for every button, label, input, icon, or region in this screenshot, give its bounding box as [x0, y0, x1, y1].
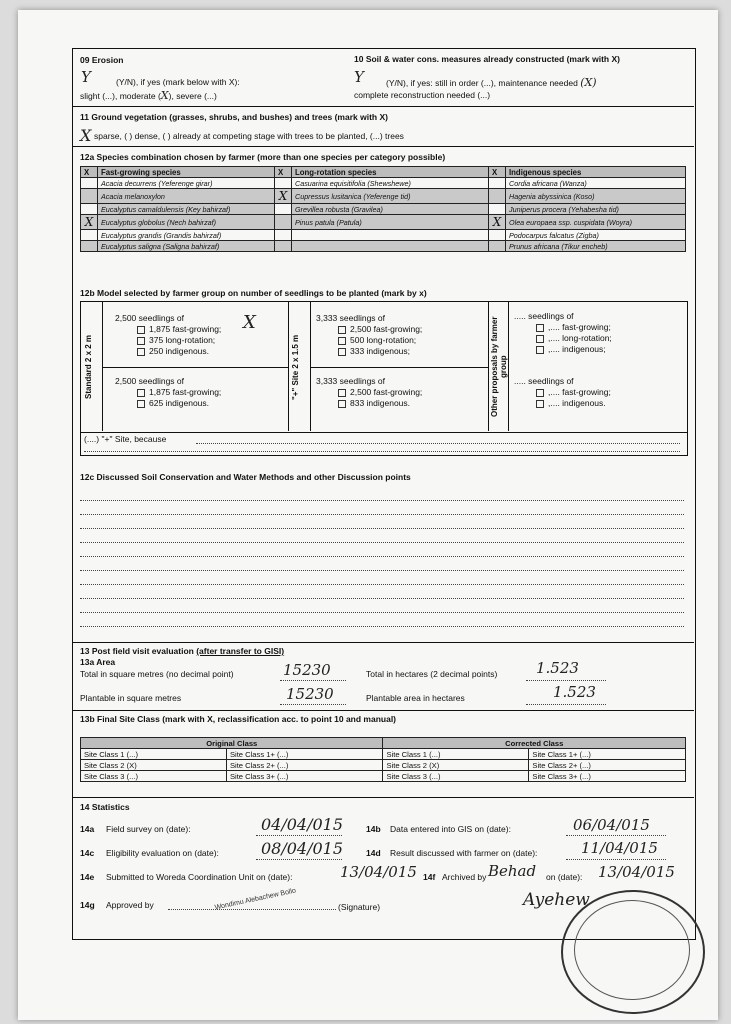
checkbox[interactable] — [137, 389, 145, 397]
std-b-block — [115, 376, 221, 409]
approver-name-stamp: Wondimu Alebachew Bollo — [214, 887, 297, 912]
erosion-line2 — [80, 90, 217, 102]
stat-14d-line — [566, 859, 666, 860]
stat-14b-value: 06/04/015 — [573, 816, 650, 834]
seedling-option-label: ,.... long-rotation; — [548, 333, 612, 343]
stat-14b-line — [566, 835, 666, 836]
divider — [310, 301, 311, 431]
divider — [72, 797, 694, 798]
fast-mark — [81, 230, 98, 241]
site-class-cell[interactable]: Site Class 3+ (...) — [529, 771, 686, 782]
seedling-option-label: 333 indigenous; — [350, 346, 411, 356]
stat-14c-text: Eligibility evaluation on (date): — [106, 848, 219, 858]
std-b-title: 2,500 seedlings of — [115, 376, 184, 386]
seedling-option-label: ,.... indigenous; — [548, 344, 606, 354]
divider — [72, 642, 694, 643]
fast-mark: X — [81, 215, 98, 230]
discussion-line[interactable] — [80, 612, 684, 613]
indig-mark — [489, 241, 506, 252]
fast-species: Eucalyptus saligna (Saligna bahirzaf) — [98, 241, 275, 252]
soil-water-title: 10 Soil & water cons. measures already constructed (mark with X) — [354, 54, 620, 64]
std-a-mark: X — [243, 312, 256, 333]
original-class-header: Original Class — [81, 738, 383, 749]
divider — [72, 106, 694, 107]
plant-ha-value: 1.523 — [553, 683, 596, 701]
std-a-title: 2,500 seedlings of — [115, 313, 184, 323]
species-row — [81, 204, 686, 215]
site-class-cell[interactable]: Site Class 2 (X) — [81, 760, 227, 771]
corrected-class-header: Corrected Class — [383, 738, 686, 749]
seedling-option — [536, 387, 611, 398]
fast-mark — [81, 178, 98, 189]
divider — [508, 301, 509, 431]
checkbox[interactable] — [536, 389, 544, 397]
indig-species: Olea europaea ssp. cuspidata (Woyra) — [506, 215, 686, 230]
site-class-cell[interactable]: Site Class 3+ (...) — [226, 771, 383, 782]
species-row — [81, 215, 686, 230]
other-a-title: ..... seedlings of — [514, 311, 574, 321]
indig-species: Prunus africana (Tikur encheb) — [506, 241, 686, 252]
stat-14d-value: 11/04/015 — [581, 839, 658, 857]
discussion-line[interactable] — [80, 626, 684, 627]
long-mark — [275, 230, 292, 241]
species-row — [81, 189, 686, 204]
seedling-option-label: 500 long-rotation; — [350, 335, 417, 345]
long-mark — [275, 241, 292, 252]
site-class-row — [81, 771, 686, 782]
stat-14c-line — [256, 859, 342, 860]
checkbox[interactable] — [137, 326, 145, 334]
site-a-block — [316, 313, 422, 357]
total-ha-value: 1.523 — [536, 659, 579, 677]
site-class-cell[interactable]: Site Class 3 (...) — [383, 771, 529, 782]
discussion-line[interactable] — [80, 528, 684, 529]
divider — [288, 301, 289, 431]
site-class-row — [81, 760, 686, 771]
checkbox[interactable] — [536, 346, 544, 354]
stat-14b-text: Data entered into GIS on (date): — [390, 824, 511, 834]
model-title: 12b Model selected by farmer group on number of seedlings to be planted (mark by x) — [80, 288, 427, 298]
area-title: 13a Area — [80, 657, 116, 667]
long-species: Cupressus lusitanica (Yeferenge tid) — [292, 189, 489, 204]
stats-title: 14 Statistics — [80, 802, 130, 812]
fast-mark — [81, 204, 98, 215]
stat-14e-value: 13/04/015 — [340, 863, 417, 881]
site-class-row — [81, 749, 686, 760]
seedling-option-label: 1,875 fast-growing; — [149, 387, 222, 397]
seedling-option — [137, 398, 221, 409]
species-row — [81, 230, 686, 241]
erosion-severe: ), severe (...) — [168, 91, 217, 101]
fast-species: Eucalyptus camaldulensis (Key bahirzaf) — [98, 204, 275, 215]
erosion-moderate: moderate ( — [119, 91, 161, 101]
discussion-line[interactable] — [80, 500, 684, 501]
other-label: Other proposals by farmer group — [490, 316, 508, 418]
long-mark — [275, 215, 292, 230]
seedling-option — [137, 324, 221, 335]
seedling-option — [536, 398, 611, 409]
stat-14f-text: Archived by — [442, 872, 487, 882]
ground-veg-mark: X — [80, 126, 92, 145]
long-mark: X — [275, 189, 292, 204]
seedling-option — [338, 324, 422, 335]
divider — [310, 367, 488, 368]
indig-mark — [489, 178, 506, 189]
other-b-title: ..... seedlings of — [514, 376, 574, 386]
site-class-cell[interactable]: Site Class 1+ (...) — [529, 749, 686, 760]
long-species — [292, 241, 489, 252]
plant-sqm-value: 15230 — [286, 685, 334, 703]
post-title — [80, 646, 284, 657]
site-class-cell[interactable]: Site Class 2+ (...) — [529, 760, 686, 771]
checkbox[interactable] — [338, 337, 346, 345]
stat-14g-line — [168, 909, 336, 910]
seedling-option-label: ,.... fast-growing; — [548, 387, 611, 397]
discussion-line[interactable] — [80, 570, 684, 571]
stat-14c-label: 14c — [80, 848, 95, 858]
indig-mark: X — [489, 215, 506, 230]
site-class-cell[interactable]: Site Class 2 (X) — [383, 760, 529, 771]
because-text: (....) "+" Site, because — [84, 434, 167, 444]
long-mark — [275, 178, 292, 189]
long-species: Grevillea robusta (Gravilea) — [292, 204, 489, 215]
stat-14a-line — [256, 835, 342, 836]
species-x-header: X — [81, 167, 98, 178]
site-class-cell[interactable]: Site Class 3 (...) — [81, 771, 227, 782]
indig-mark — [489, 204, 506, 215]
fast-species: Eucalyptus grandis (Grandis bahirzaf) — [98, 230, 275, 241]
erosion-section — [80, 55, 123, 66]
discussion-line[interactable] — [80, 598, 684, 599]
class-title: 13b Final Site Class (mark with X, reclassification acc. to point 10 and manual) — [80, 714, 397, 724]
indig-mark — [489, 230, 506, 241]
discussion-line[interactable] — [80, 556, 684, 557]
total-sqm-value: 15230 — [283, 661, 331, 679]
form-page — [18, 10, 718, 1020]
discussion-line[interactable] — [80, 514, 684, 515]
long-species — [292, 230, 489, 241]
stat-14f-label: 14f — [423, 872, 436, 882]
seedling-option — [338, 387, 422, 398]
stat-14e-label: 14e — [80, 872, 95, 882]
fast-species: Acacia melanoxylon — [98, 189, 275, 204]
checkbox[interactable] — [338, 400, 346, 408]
seedling-option — [338, 346, 422, 357]
stat-14d-text: Result discussed with farmer on (date): — [390, 848, 538, 858]
seedling-option — [338, 398, 422, 409]
seedling-option-label: 2,500 fast-growing; — [350, 324, 423, 334]
seedling-option-label: 2,500 fast-growing; — [350, 387, 423, 397]
divider — [488, 301, 489, 431]
ground-veg-title: 11 Ground vegetation (grasses, shrubs, and bushes) and trees (mark with X) — [80, 112, 388, 122]
seedling-option — [137, 387, 221, 398]
stat-14a-value: 04/04/015 — [261, 815, 344, 834]
discussion-line[interactable] — [80, 542, 684, 543]
long-mark — [275, 204, 292, 215]
long-species: Casuarina equisitifolia (Shewshewe) — [292, 178, 489, 189]
other-a-block — [514, 311, 612, 355]
fast-species: Eucalyptus globolus (Nech bahirzaf) — [98, 215, 275, 230]
seedling-option-label: 833 indigenous. — [350, 398, 411, 408]
ground-veg-text: sparse, ( ) dense, ( ) already at competing stage with trees to be planted, (...) trees — [94, 131, 404, 141]
post-title-text: 13 Post field visit evaluation — [80, 646, 194, 656]
seedling-option — [536, 333, 612, 344]
checkbox[interactable] — [536, 400, 544, 408]
total-sqm-label: Total in square metres (no decimal point) — [80, 669, 234, 679]
std-a-block — [115, 313, 221, 357]
checkbox[interactable] — [338, 389, 346, 397]
site-b-block — [316, 376, 422, 409]
stat-14g-text: Approved by — [106, 900, 154, 910]
stat-14a-label: 14a — [80, 824, 95, 834]
seedling-option — [536, 322, 612, 333]
long-species: Pinus patula (Patula) — [292, 215, 489, 230]
stat-14f-value: 13/04/015 — [598, 863, 675, 881]
divider — [72, 146, 694, 147]
erosion-title: 09 Erosion — [80, 55, 124, 65]
checkbox[interactable] — [137, 348, 145, 356]
soil-water-yn-value: Y — [354, 68, 364, 86]
species-row — [81, 178, 686, 189]
fast-header: Fast-growing species — [98, 167, 275, 178]
seedling-option — [137, 335, 221, 346]
stat-14a-text: Field survey on (date): — [106, 824, 191, 834]
indig-species: Juniperus procera (Yehabesha tid) — [506, 204, 686, 215]
indig-species: Cordia africana (Wanza) — [506, 178, 686, 189]
fast-mark — [81, 241, 98, 252]
species-title: 12a Species combination chosen by farmer (more than one species per category possible) — [80, 152, 446, 162]
divider — [102, 301, 103, 431]
plant-sqm-line — [280, 704, 346, 705]
stat-14e-text: Submitted to Woreda Coordination Unit on (date): — [106, 872, 293, 882]
seedling-option-label: ,.... indigenous. — [548, 398, 606, 408]
standard-label: Standard 2 x 2 m — [84, 334, 93, 400]
site-b-title: 3,333 seedlings of — [316, 376, 385, 386]
erosion-slight: slight (...), — [80, 91, 118, 101]
erosion-line1: (Y/N), if yes (mark below with X): — [116, 77, 240, 87]
total-ha-label: Total in hectares (2 decimal points) — [366, 669, 498, 679]
stat-14g-label: 14g — [80, 900, 95, 910]
stat-14g-signature-label: (Signature) — [338, 902, 381, 912]
stat-14d-label: 14d — [366, 848, 381, 858]
checkbox[interactable] — [338, 326, 346, 334]
site-a-title: 3,333 seedlings of — [316, 313, 385, 323]
checkbox[interactable] — [137, 400, 145, 408]
long-header: Long-rotation species — [292, 167, 489, 178]
seedling-option — [338, 335, 422, 346]
other-b-block — [514, 376, 611, 409]
species-table — [80, 166, 686, 252]
site-class-cell[interactable]: Site Class 1+ (...) — [226, 749, 383, 760]
site-class-cell[interactable]: Site Class 2+ (...) — [226, 760, 383, 771]
indig-mark — [489, 189, 506, 204]
species-row — [81, 241, 686, 252]
total-ha-line — [526, 680, 606, 681]
indig-species: Podocarpus falcatus (Zigba) — [506, 230, 686, 241]
site-label: "+" Site 2 x 1.5 m — [291, 334, 300, 400]
fast-mark — [81, 189, 98, 204]
total-sqm-line — [280, 680, 346, 681]
signature: Ayehew — [523, 890, 590, 910]
soil-water-mark: (X) — [580, 76, 597, 89]
checkbox[interactable] — [338, 348, 346, 356]
erosion-yn-value: Y — [81, 68, 91, 86]
divider — [72, 710, 694, 711]
seedling-option — [137, 346, 221, 357]
site-class-cell[interactable]: Site Class 1 (...) — [81, 749, 227, 760]
indig-header: Indigenous species — [506, 167, 686, 178]
species-x-header: X — [275, 167, 292, 178]
stat-14b-label: 14b — [366, 824, 381, 834]
seedling-option-label: 625 indigenous. — [149, 398, 210, 408]
divider — [102, 367, 288, 368]
discussion-line[interactable] — [80, 584, 684, 585]
plant-ha-label: Plantable area in hectares — [366, 693, 465, 703]
stat-14f-name: Behad — [488, 862, 537, 880]
seedling-option-label: 250 indigenous. — [149, 346, 210, 356]
seedling-option — [536, 344, 612, 355]
stat-14f-on: on (date): — [546, 872, 583, 882]
plant-ha-line — [526, 704, 606, 705]
seedling-option-label: ,.... fast-growing; — [548, 322, 611, 332]
seedling-option-label: 375 long-rotation; — [149, 335, 216, 345]
soil-water-line1 — [386, 77, 597, 89]
plant-sqm-label: Plantable in square metres — [80, 693, 182, 703]
erosion-moderate-mark: X — [160, 89, 169, 102]
soil-water-line1-text: (Y/N), if yes: still in order (...), maintenance needed — [386, 78, 578, 88]
because-line — [196, 443, 680, 444]
discussed-title: 12c Discussed Soil Conservation and Water Methods and other Discussion points — [80, 472, 411, 482]
official-stamp-inner — [574, 900, 690, 1000]
checkbox[interactable] — [536, 324, 544, 332]
checkbox[interactable] — [536, 335, 544, 343]
because-line — [84, 451, 680, 452]
fast-species: Acacia decurrens (Yeferenge girar) — [98, 178, 275, 189]
checkbox[interactable] — [137, 337, 145, 345]
soil-water-line2: complete reconstruction needed (...) — [354, 90, 491, 100]
post-title-underlined: (after transfer to GISI) — [196, 646, 285, 656]
stat-14c-value: 08/04/015 — [261, 839, 344, 858]
species-x-header: X — [489, 167, 506, 178]
seedling-option-label: 1,875 fast-growing; — [149, 324, 222, 334]
indig-species: Hagenia abyssinica (Koso) — [506, 189, 686, 204]
site-class-table — [80, 737, 686, 782]
site-class-cell[interactable]: Site Class 1 (...) — [383, 749, 529, 760]
